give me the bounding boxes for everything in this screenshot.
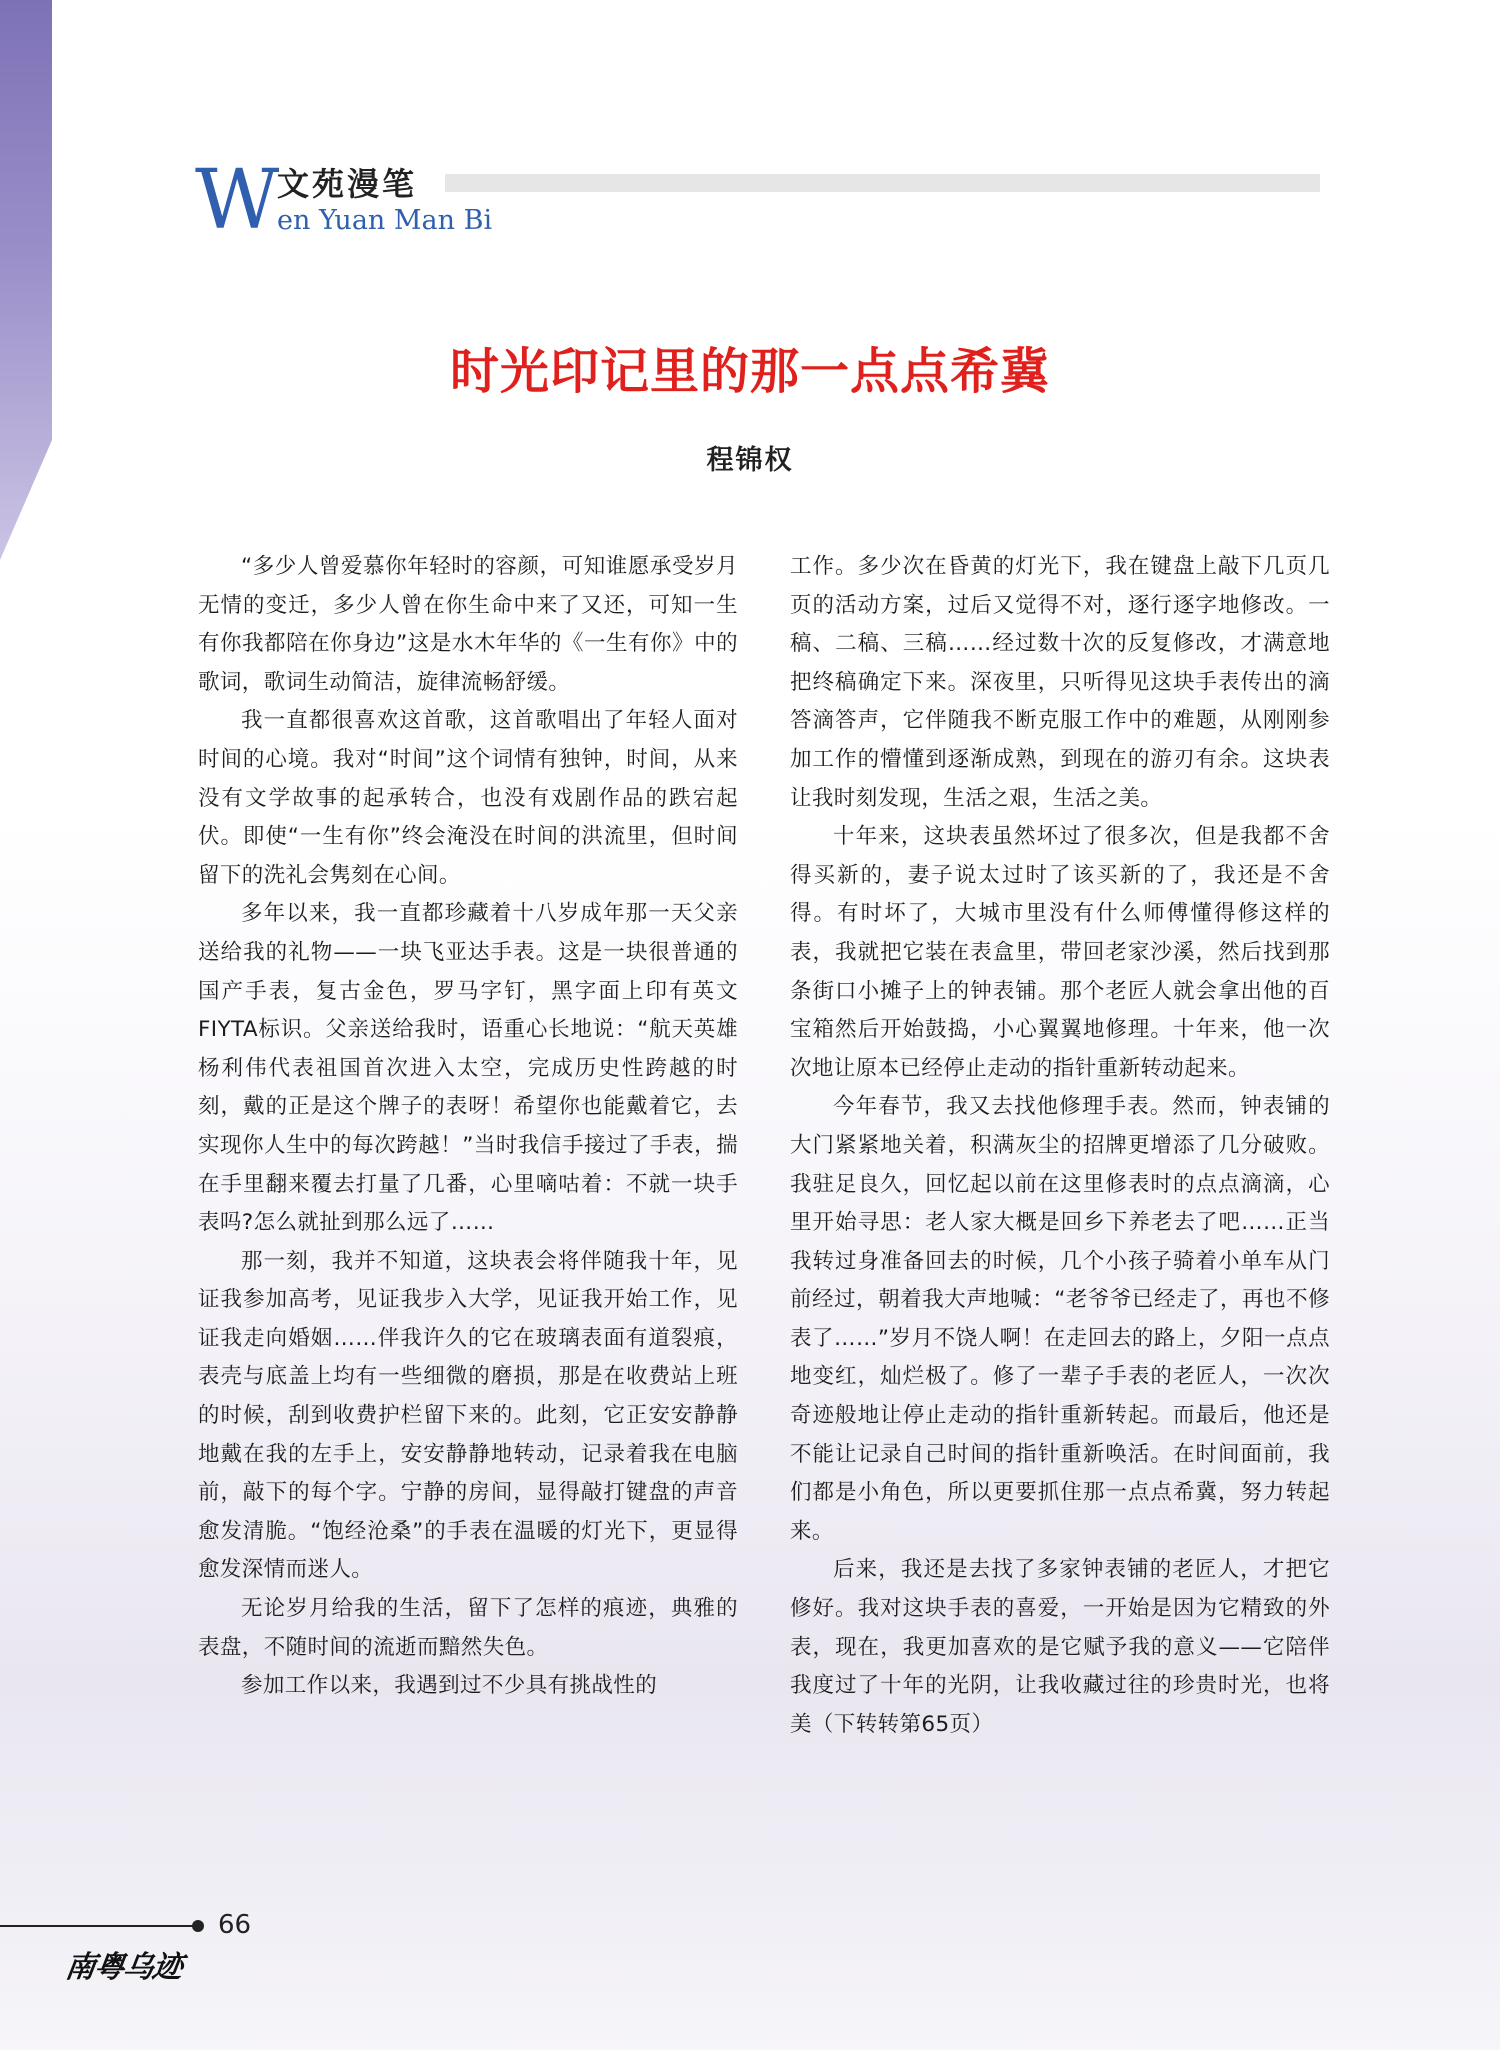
paragraph-continued: 工作。多少次在昏黄的灯光下，我在键盘上敲下几页几页的活动方案，过后又觉得不对，逐行逐字地修改。一稿、二稿、三稿……经过数十次的反复修改，才满意地把终稿确定下来。深夜里，只听得见这块手表传出的滴答滴答声，它伴随我不断克服工作中的难题，从刚刚参加工作的懵懂到逐渐成熟，到现在的游刃有余。这块表让我时刻发现，生活之艰，生活之美。 <box>790 554 1330 811</box>
section-header-bar <box>445 174 1320 192</box>
section-title-en: en Yuan Man Bi <box>277 205 493 236</box>
paragraph: 那一刻，我并不知道，这块表会将伴随我十年，见证我参加高考，见证我步入大学，见证我开始工作，见证我走向婚姻……伴我许久的它在玻璃表面有道裂痕，表壳与底盖上均有一些细微的磨损，那是在收费站上班的时候，刮到收费护栏留下来的。此刻，它正安安静静地戴在我的左手上，安安静静地转动，记录着我在电脑前，敲下的每个字。宁静的房间，显得敲打键盘的声音愈发清脆。“饱经沧桑”的手表在温暖的灯光下，更显得愈发深情而迷人。 <box>198 1248 738 1583</box>
section-title-cn: 文苑漫笔 <box>277 165 418 203</box>
article-author: 程锦权 <box>706 445 794 476</box>
paragraph: 无论岁月给我的生活，留下了怎样的痕迹，典雅的表盘，不随时间的流逝而黯然失色。 <box>198 1596 738 1660</box>
section-header <box>195 153 1325 248</box>
section-initial: W <box>195 153 280 248</box>
page-number: 66 <box>218 1910 252 1940</box>
footer-rule <box>0 1925 198 1927</box>
paragraph: 今年春节，我又去找他修理手表。然而，钟表铺的大门紧紧地关着，积满灰尘的招牌更增添了几分破败。我驻足良久，回忆起以前在这里修表时的点点滴滴，心里开始寻思：老人家大概是回乡下养老去了吧……正当我转过身准备回去的时候，几个小孩子骑着小单车从门前经过，朝着我大声地喊：“老爷爷已经走了，再也不修表了……”岁月不饶人啊！在走回去的路上，夕阳一点点地变红，灿烂极了。修了一辈子手表的老匠人，一次次奇迹般地让停止走动的指针重新转起。而最后，他还是不能让记录自己时间的指针重新唤活。在时间面前，我们都是小角色，所以更要抓住那一点点希冀，努力转起来。 <box>790 1094 1330 1544</box>
paragraph: 后来，我还是去找了多家钟表铺的老匠人，才把它修好。我对这块手表的喜爱，一开始是因为它精致的外表，现在，我更加喜欢的是它赋予我的意义——它陪伴我度过了十年的光阴，让我收藏过往的珍贵时光，也将美（下转转第65页） <box>790 1557 1330 1737</box>
paragraph: 十年来，这块表虽然坏过了很多次，但是我都不舍得买新的，妻子说太过时了该买新的了，我还是不舍得。有时坏了，大城市里没有什么师傅懂得修这样的表，我就把它装在表盒里，带回老家沙溪，然后找到那条街口小摊子上的钟表铺。那个老匠人就会拿出他的百宝箱然后开始鼓捣，小心翼翼地修理。十年来，他一次次地让原本已经停止走动的指针重新转动起来。 <box>790 824 1330 1081</box>
paragraph: “多少人曾爱慕你年轻时的容颜，可知谁愿承受岁月无情的变迁，多少人曾在你生命中来了又还，可知一生有你我都陪在你身边”这是水木年华的《一生有你》中的歌词，歌词生动简洁，旋律流畅舒缓。 <box>198 554 738 695</box>
paragraph: 我一直都很喜欢这首歌，这首歌唱出了年轻人面对时间的心境。我对“时间”这个词情有独钟，时间，从来没有文学故事的起承转合，也没有戏剧作品的跌宕起伏。即使“一生有你”终会淹没在时间的洪流里，但时间留下的洗礼会隽刻在心间。 <box>198 708 738 888</box>
article-column-left <box>198 548 738 1706</box>
article-column-right <box>790 548 1330 1744</box>
magazine-logo: 南粤乌迹 <box>63 1950 184 1985</box>
paragraph: 参加工作以来，我遇到过不少具有挑战性的 <box>241 1673 658 1699</box>
footer-dot <box>192 1920 204 1932</box>
article-title: 时光印记里的那一点点希冀 <box>449 342 1050 400</box>
paragraph: 多年以来，我一直都珍藏着十八岁成年那一天父亲送给我的礼物——一块飞亚达手表。这是一块很普通的国产手表，复古金色，罗马字钉，黑字面上印有英文FIYTA标识。父亲送给我时，语重心长地说：“航天英雄杨利伟代表祖国首次进入太空，完成历史性跨越的时刻，戴的正是这个牌子的表呀！希望你也能戴着它，去实现你人生中的每次跨越！”当时我信手接过了手表，揣在手里翻来覆去打量了几番，心里嘀咕着：不就一块手表吗?怎么就扯到那么远了…… <box>198 901 738 1236</box>
